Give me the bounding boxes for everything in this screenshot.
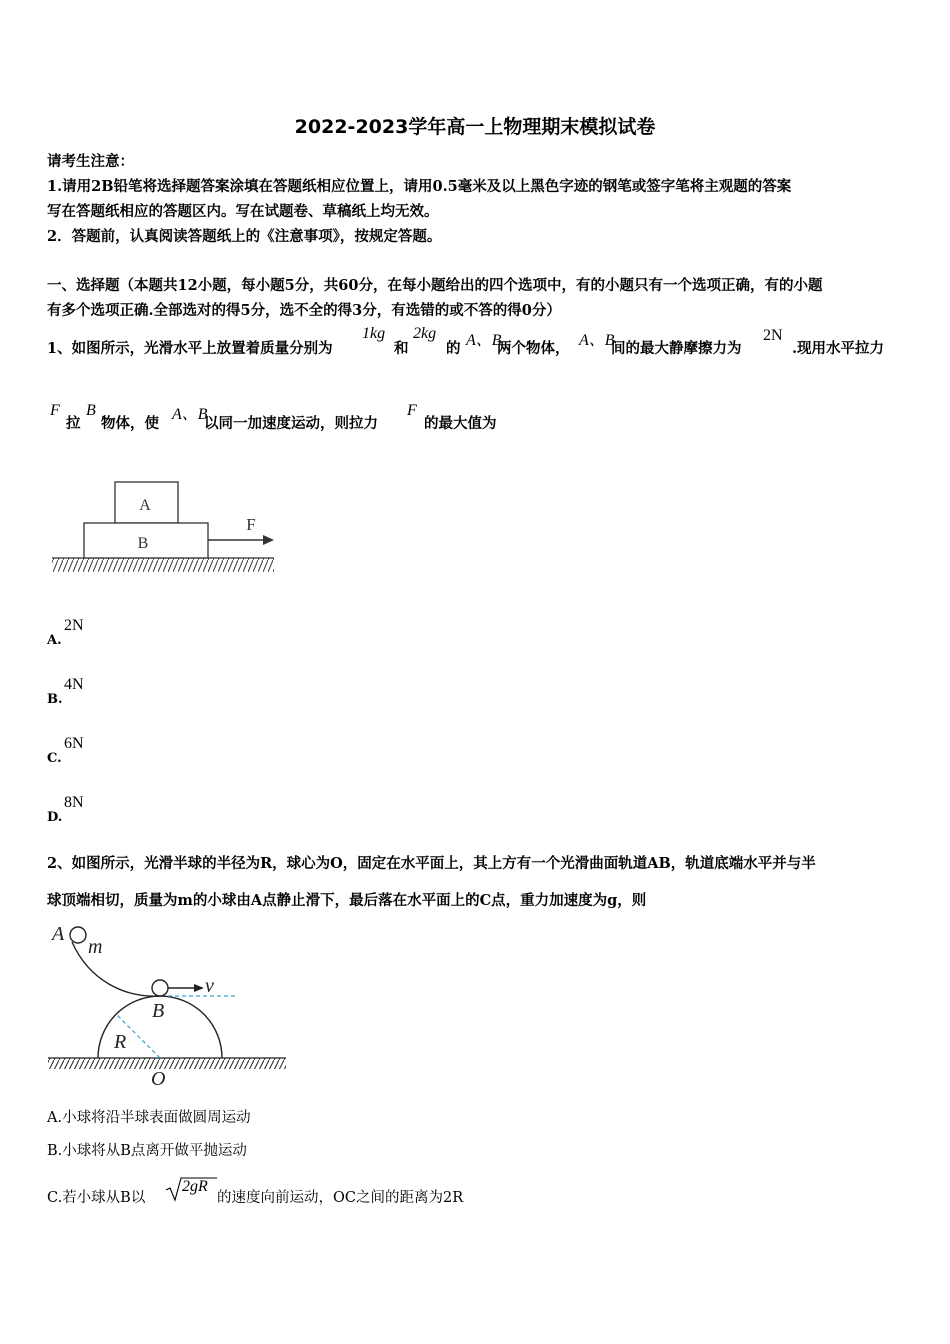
q2-line1: 2、如图所示，光滑半球的半径为R，球心为O，固定在水平面上，其上方有一个光滑曲面轨道AB，轨道底端水平并与半: [47, 855, 816, 872]
q2-hemisphere-figure: [44, 920, 294, 1090]
q1-text-5: 间的最大静摩擦力为: [611, 340, 742, 357]
q1-text-8: 物体，使: [101, 415, 159, 432]
q1-text-6: .现用水平拉力: [792, 340, 885, 357]
velocity-arrow-head: [194, 984, 204, 992]
q1-mass-1: 1kg: [362, 325, 386, 342]
label-o: O: [151, 1068, 166, 1090]
q1-text-2: 和: [394, 340, 409, 357]
ground-hatch: [52, 558, 274, 572]
notice-heading: 请考生注意：: [47, 153, 134, 170]
page-title: 2022-2023学年高一上物理期末模拟试卷: [294, 116, 656, 138]
q1-option-a-value: 2N: [64, 617, 84, 634]
q2-line2: 球顶端相切，质量为m的小球由A点静止滑下，最后落在水平面上的C点，重力加速度为g，则: [47, 892, 647, 909]
q1-text-10: 的最大值为: [424, 415, 497, 432]
notice-line1b: 写在答题纸相应的答题区内。写在试题卷、草稿纸上均无效。: [47, 203, 439, 220]
section-line1: 一、选择题（本题共12小题，每小题5分，共60分，在每小题给出的四个选项中，有的小题只有一个选项正确，有的小题: [47, 277, 823, 294]
q1-option-a-label: A.: [47, 633, 62, 648]
ball-at-b: [152, 980, 168, 996]
ball-at-a: [70, 927, 86, 943]
label-b: B: [152, 1000, 165, 1022]
q1-ab-2: A、B: [579, 332, 615, 349]
notice-line1a: 1.请用2B铅笔将选择题答案涂填在答题纸相应位置上，请用0.5毫米及以上黑色字迹的钢笔或签字笔将主观题的答案: [47, 178, 792, 195]
notice-line2: 2．答题前，认真阅读答题纸上的《注意事项》，按规定答题。: [47, 228, 442, 245]
q1-friction: 2N: [763, 327, 783, 344]
label-m: m: [88, 936, 103, 958]
q1-option-b-value: 4N: [64, 676, 84, 693]
q2-option-c-math: 2gR: [182, 1178, 208, 1195]
q1-force-2: F: [407, 402, 417, 419]
block-b-label: B: [137, 535, 149, 552]
q1-text-3: 的: [446, 340, 461, 357]
force-label: F: [246, 515, 256, 534]
q1-text-4: 两个物体，: [497, 340, 570, 357]
label-r: R: [114, 1031, 127, 1053]
q1-text-9: 以同一加速度运动，则拉力: [204, 415, 378, 432]
q2-option-c-pre: C.若小球从B以: [47, 1190, 146, 1206]
q1-blocks-figure: [48, 476, 280, 580]
q1-mass-2: 2kg: [413, 325, 437, 342]
q1-option-c-label: C.: [47, 751, 62, 766]
q1-force-1: F: [50, 402, 60, 419]
q1-option-c-value: 6N: [64, 735, 84, 752]
q1-option-d-label: D.: [47, 810, 63, 825]
block-a-label: A: [139, 497, 151, 514]
q1-ab-1: A、B: [466, 332, 502, 349]
q1-option-d-value: 8N: [64, 794, 84, 811]
curved-track: [72, 942, 160, 996]
ground-hatch: [48, 1058, 286, 1069]
label-a: A: [52, 923, 65, 945]
q1-option-b-label: B.: [47, 692, 63, 707]
q1-text-1: 1、如图所示，光滑水平上放置着质量分别为: [47, 340, 333, 357]
q1-b: B: [86, 402, 96, 419]
force-arrow-head: [263, 535, 274, 545]
q2-option-a[interactable]: A.小球将沿半球表面做圆周运动: [47, 1110, 251, 1126]
label-v: v: [205, 975, 214, 997]
q2-option-c-post: 的速度向前运动，OC之间的距离为2R: [217, 1190, 464, 1206]
q1-text-7: 拉: [66, 415, 81, 432]
q1-ab-3: A、B: [172, 406, 208, 423]
q2-option-b[interactable]: B.小球将从B点离开做平抛运动: [47, 1143, 247, 1159]
section-line2: 有多个选项正确.全部选对的得5分，选不全的得3分，有选错的或不答的得0分）: [47, 302, 561, 319]
